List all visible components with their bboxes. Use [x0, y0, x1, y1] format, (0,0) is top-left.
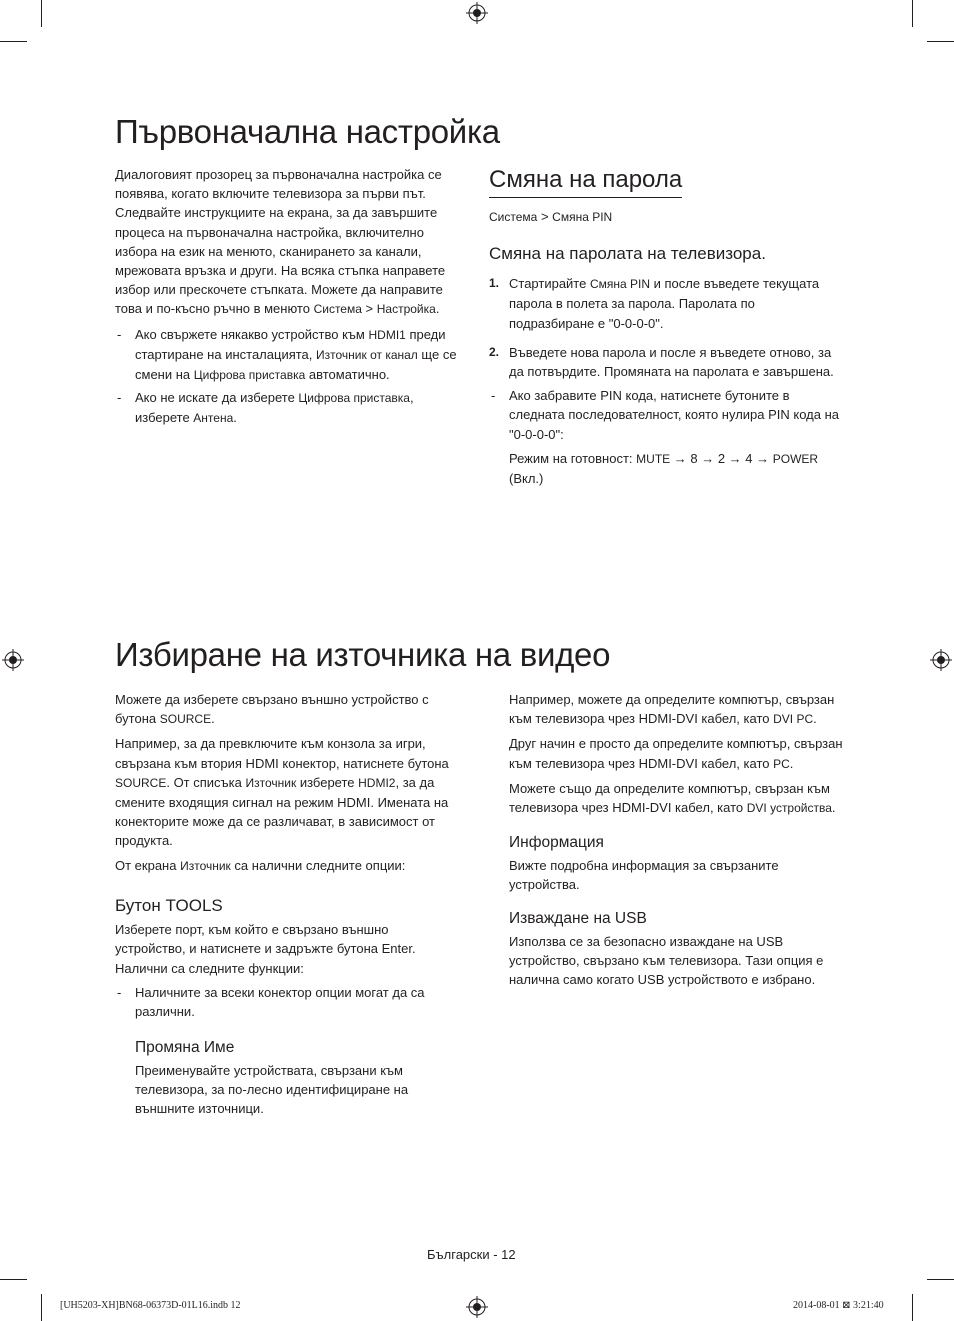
source-key: SOURCE: [115, 775, 167, 790]
dash-bullet: -: [117, 326, 122, 342]
bold-term: Източник от канал: [316, 347, 418, 362]
rename-heading: Промяна Име: [135, 1039, 235, 1057]
bullet-text: преди стартиране на инсталацията,: [135, 326, 446, 362]
bold-term: DVI PC: [773, 712, 814, 727]
step-text: Въведете нова парола и после я въведете отново, за да потвърдите. Промяната на паролата е завършена.: [509, 344, 834, 379]
intro-end: .: [435, 301, 440, 317]
note-text: Ако забравите PIN кода, натиснете бутоните в следната последователност, която нулира PIN кода на "0-0-0-0":: [509, 388, 840, 442]
paragraph-text: От екрана: [115, 857, 181, 873]
section-title-video-source: Избиране на източника на видео: [115, 636, 611, 673]
video-source-left-column: [115, 690, 460, 1118]
menu-path: [489, 207, 841, 227]
paragraph-text: Например, за да превключите към конзола за игри, свързана към втория HDMI конектор, натиснете бутона: [115, 736, 449, 771]
registration-mark-icon: [2, 649, 24, 671]
step-item: [489, 343, 841, 381]
paragraph-text: . От списъка: [166, 774, 246, 790]
path-separator: >: [361, 301, 377, 317]
dash-bullet: -: [117, 984, 122, 1000]
reset-sequence: [489, 449, 841, 488]
paragraph-text: Друг начин е просто да определите компютър, свързан към телевизора чрез HDMI-DVI кабел, като: [509, 736, 843, 771]
paragraph-text: Можете да изберете свързано външно устройство с бутона: [115, 692, 429, 727]
change-password-block: [489, 166, 841, 488]
power-key: POWER: [772, 451, 819, 466]
bold-term: Смяна PIN: [589, 277, 651, 292]
path-separator: >: [537, 208, 553, 224]
sequence-text: Режим на готовност:: [509, 450, 637, 466]
bold-term: DVI устройства: [746, 801, 832, 816]
paragraph-text: изберете: [296, 774, 359, 790]
bullet-text: ще се смени на: [135, 346, 457, 383]
menu-change-pin: Смяна PIN: [552, 209, 613, 224]
paragraph-text: .: [211, 711, 215, 727]
crop-mark: [912, 0, 913, 27]
registration-mark-icon: [466, 2, 488, 24]
menu-system: Система: [313, 302, 362, 317]
bold-term: Цифрова приставка: [298, 391, 410, 406]
menu-system: Система: [489, 209, 538, 224]
crop-mark: [927, 41, 954, 42]
crop-mark: [0, 41, 27, 42]
mute-key: MUTE: [636, 451, 671, 466]
source-key: SOURCE: [159, 712, 212, 727]
list-item: [115, 983, 460, 1021]
remove-usb-paragraph: Използва се за безопасно изваждане на USB устройство, свързано към телевизора. Тази опция е налична само когато USB устройството е избрано.: [509, 933, 824, 988]
bullet-text: Ако не искате да изберете: [135, 390, 299, 406]
bullet-text: Ако свържете някакво устройство към: [135, 326, 369, 342]
bold-term: Антена: [193, 411, 234, 426]
dash-bullet: -: [491, 388, 496, 404]
sequence-text: → 8 → 2 → 4 →: [670, 450, 773, 466]
registration-mark-icon: [930, 649, 952, 671]
list-item: [115, 325, 460, 386]
example-paragraph: [115, 734, 460, 850]
bullet-text: , изберете: [135, 390, 414, 426]
crop-mark: [41, 1294, 42, 1321]
tools-paragraph: Изберете порт, към който е свързано външно устройство, и натиснете и задръжте бутона Enter. Налични са следните функции:: [115, 922, 416, 976]
rename-example-paragraph: [509, 779, 844, 818]
bullet-text: автоматично.: [305, 367, 390, 383]
step-text: и после въведете текущата парола в полета за парола. Паролата по подразбиране е "0-0-0-0".: [509, 276, 820, 331]
remove-usb-heading: Изваждане на USB: [509, 910, 647, 928]
video-source-right-column: [509, 690, 844, 989]
section-title-initial-setup: Първоначална настройка: [115, 113, 500, 150]
dash-bullet: -: [117, 390, 122, 406]
step-text: Стартирайте: [509, 276, 590, 292]
tools-button-heading: Бутон TOOLS: [115, 895, 223, 915]
paragraph-text: .: [831, 800, 836, 816]
options-paragraph: [115, 856, 460, 876]
paragraph-text: , за да смените входящия сигнал на режим HDMI. Имената на конекторите може да се различават, в зависимост от продукта.: [115, 774, 449, 849]
change-password-heading: Смяна на парола: [489, 166, 682, 198]
print-date: 2014-08-01 ⊠ 3:21:40: [793, 1300, 884, 1311]
change-password-subheading: Смяна на паролата на телевизора.: [489, 243, 766, 263]
crop-mark: [912, 1294, 913, 1321]
bold-term: Източник: [245, 775, 297, 790]
paragraph-text: Можете също да определите компютър, свързан към телевизора чрез HDMI-DVI кабел, като: [509, 780, 830, 816]
crop-mark: [927, 1279, 954, 1280]
rename-example-paragraph: [509, 690, 844, 729]
bold-term: HDMI1: [368, 327, 406, 342]
bold-term: Цифрова приставка: [193, 368, 306, 383]
source-paragraph: [115, 690, 460, 729]
step-item: [489, 274, 841, 333]
paragraph-text: Например, можете да определите компютър, свързан към телевизора чрез HDMI-DVI кабел, като: [509, 692, 835, 727]
step-number: 1.: [489, 276, 500, 291]
sequence-text: (Вкл.): [509, 471, 544, 487]
list-item: [115, 388, 460, 428]
initial-setup-intro: [115, 165, 460, 320]
initial-setup-body: [115, 165, 460, 429]
crop-mark: [0, 1279, 27, 1280]
paragraph-text: .: [813, 711, 817, 727]
intro-text: Диалоговият прозорец за първоначална настройка се появява, когато включите телевизора за първи път. Следвайте инструкциите на екрана, за да завършите процеса на първоначална настройка, включително избора на език на менюто, сканирането за канали, мрежовата връзка и други. На всяка стъпка направете избор или прескочете стъпката. Можете да направите това и по-късно ръчно в менюто: [115, 167, 446, 317]
bold-term: PC: [773, 756, 790, 771]
rename-paragraph: Преименувайте устройствата, свързани към телевизора, за по-лесно идентифициране на външните източници.: [135, 1062, 409, 1117]
bold-term: Източник: [180, 858, 231, 873]
page-number: Български - 12: [427, 1247, 516, 1262]
step-number: 2.: [489, 344, 500, 359]
registration-mark-icon: [466, 1296, 488, 1318]
crop-mark: [41, 0, 42, 27]
information-paragraph: Вижте подробна информация за свързаните устройства.: [509, 857, 779, 893]
paragraph-text: са налични следните опции:: [230, 857, 406, 873]
file-info: [UH5203-XH]BN68-06373D-01L16.indb 12: [60, 1300, 241, 1311]
bullet-text: Наличните за всеки конектор опции могат да са различни.: [135, 984, 425, 1020]
menu-setup: Настройка: [376, 302, 436, 317]
bold-term: HDMI2: [358, 775, 396, 790]
paragraph-text: .: [789, 755, 794, 771]
information-heading: Информация: [509, 834, 604, 852]
bullet-text: .: [233, 410, 237, 426]
rename-example-paragraph: [509, 734, 844, 773]
list-item: [489, 386, 841, 444]
rename-block: [115, 1039, 460, 1118]
